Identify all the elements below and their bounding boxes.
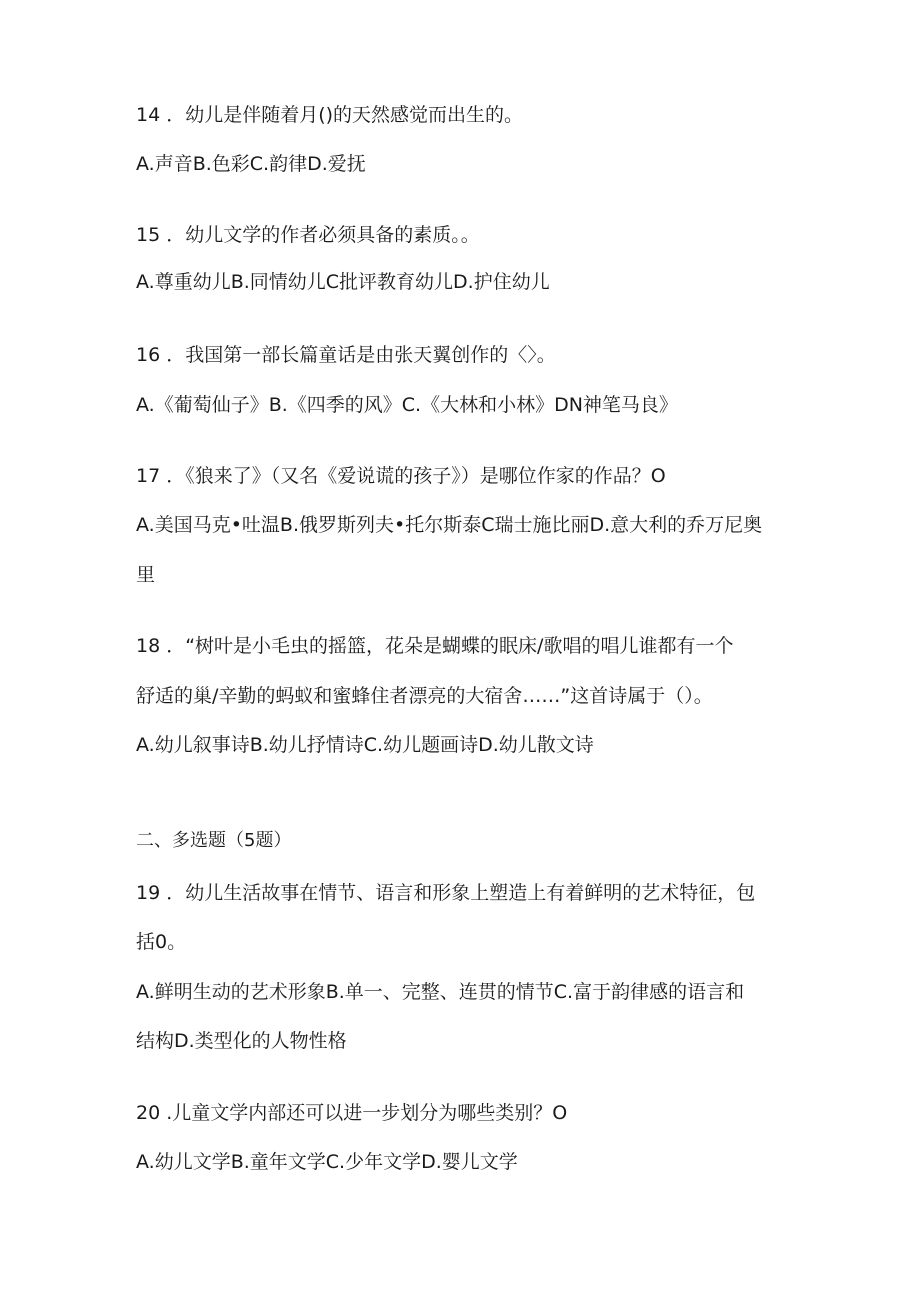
options-text: A.声音B.色彩C.韵律D.爱抚	[136, 153, 366, 175]
options-text: A.美国马克•吐温B.俄罗斯列夫•托尔斯泰C瑞士施比丽D.意大利的乔万尼奥	[136, 514, 763, 536]
question-text-cont: 括0。	[136, 931, 187, 953]
options-text-cont: 结构D.类型化的人物性格	[136, 1030, 347, 1052]
options-text: A.《葡萄仙子》B.《四季的风》C.《大林和小林》DN神笔马良》	[136, 394, 678, 416]
options-text-cont: 里	[136, 564, 156, 586]
question-text: 19 ．幼儿生活故事在情节、语言和形象上塑造上有着鲜明的艺术特征，包	[136, 882, 756, 904]
question-text: 14 ．幼儿是伴随着月()的天然感觉而出生的。	[136, 104, 524, 126]
question-text: 16 ．我国第一部长篇童话是由张天翼创作的〈〉。	[136, 344, 556, 366]
question-text: 20 .儿童文学内部还可以进一步划分为哪些类别？O	[136, 1102, 568, 1124]
options-text: A.幼儿叙事诗B.幼儿抒情诗C.幼儿题画诗D.幼儿散文诗	[136, 734, 594, 756]
section-heading: 二、多选题（5题）	[136, 830, 292, 851]
question-text: 17 ．《狼来了》（又名《爱说谎的孩子》）是哪位作家的作品？O	[136, 465, 666, 487]
options-text: A.鲜明生动的艺术形象B.单一、完整、连贯的情节C.富于韵律感的语言和	[136, 981, 745, 1003]
options-text: A.尊重幼儿B.同情幼儿C批评教育幼儿D.护住幼儿	[136, 271, 550, 293]
options-text: A.幼儿文学B.童年文学C.少年文学D.婴儿文学	[136, 1151, 518, 1173]
question-text: 15 ．幼儿文学的作者必须具备的素质。。	[136, 224, 480, 246]
question-text: 18 ．“树叶是小毛虫的摇篮，花朵是蝴蝶的眠床/歌唱的唱儿谁都有一个	[136, 635, 734, 657]
question-text-cont: 舒适的巢/辛勤的蚂蚁和蜜蜂住者漂亮的大宿舍……”这首诗属于（）。	[136, 685, 713, 707]
